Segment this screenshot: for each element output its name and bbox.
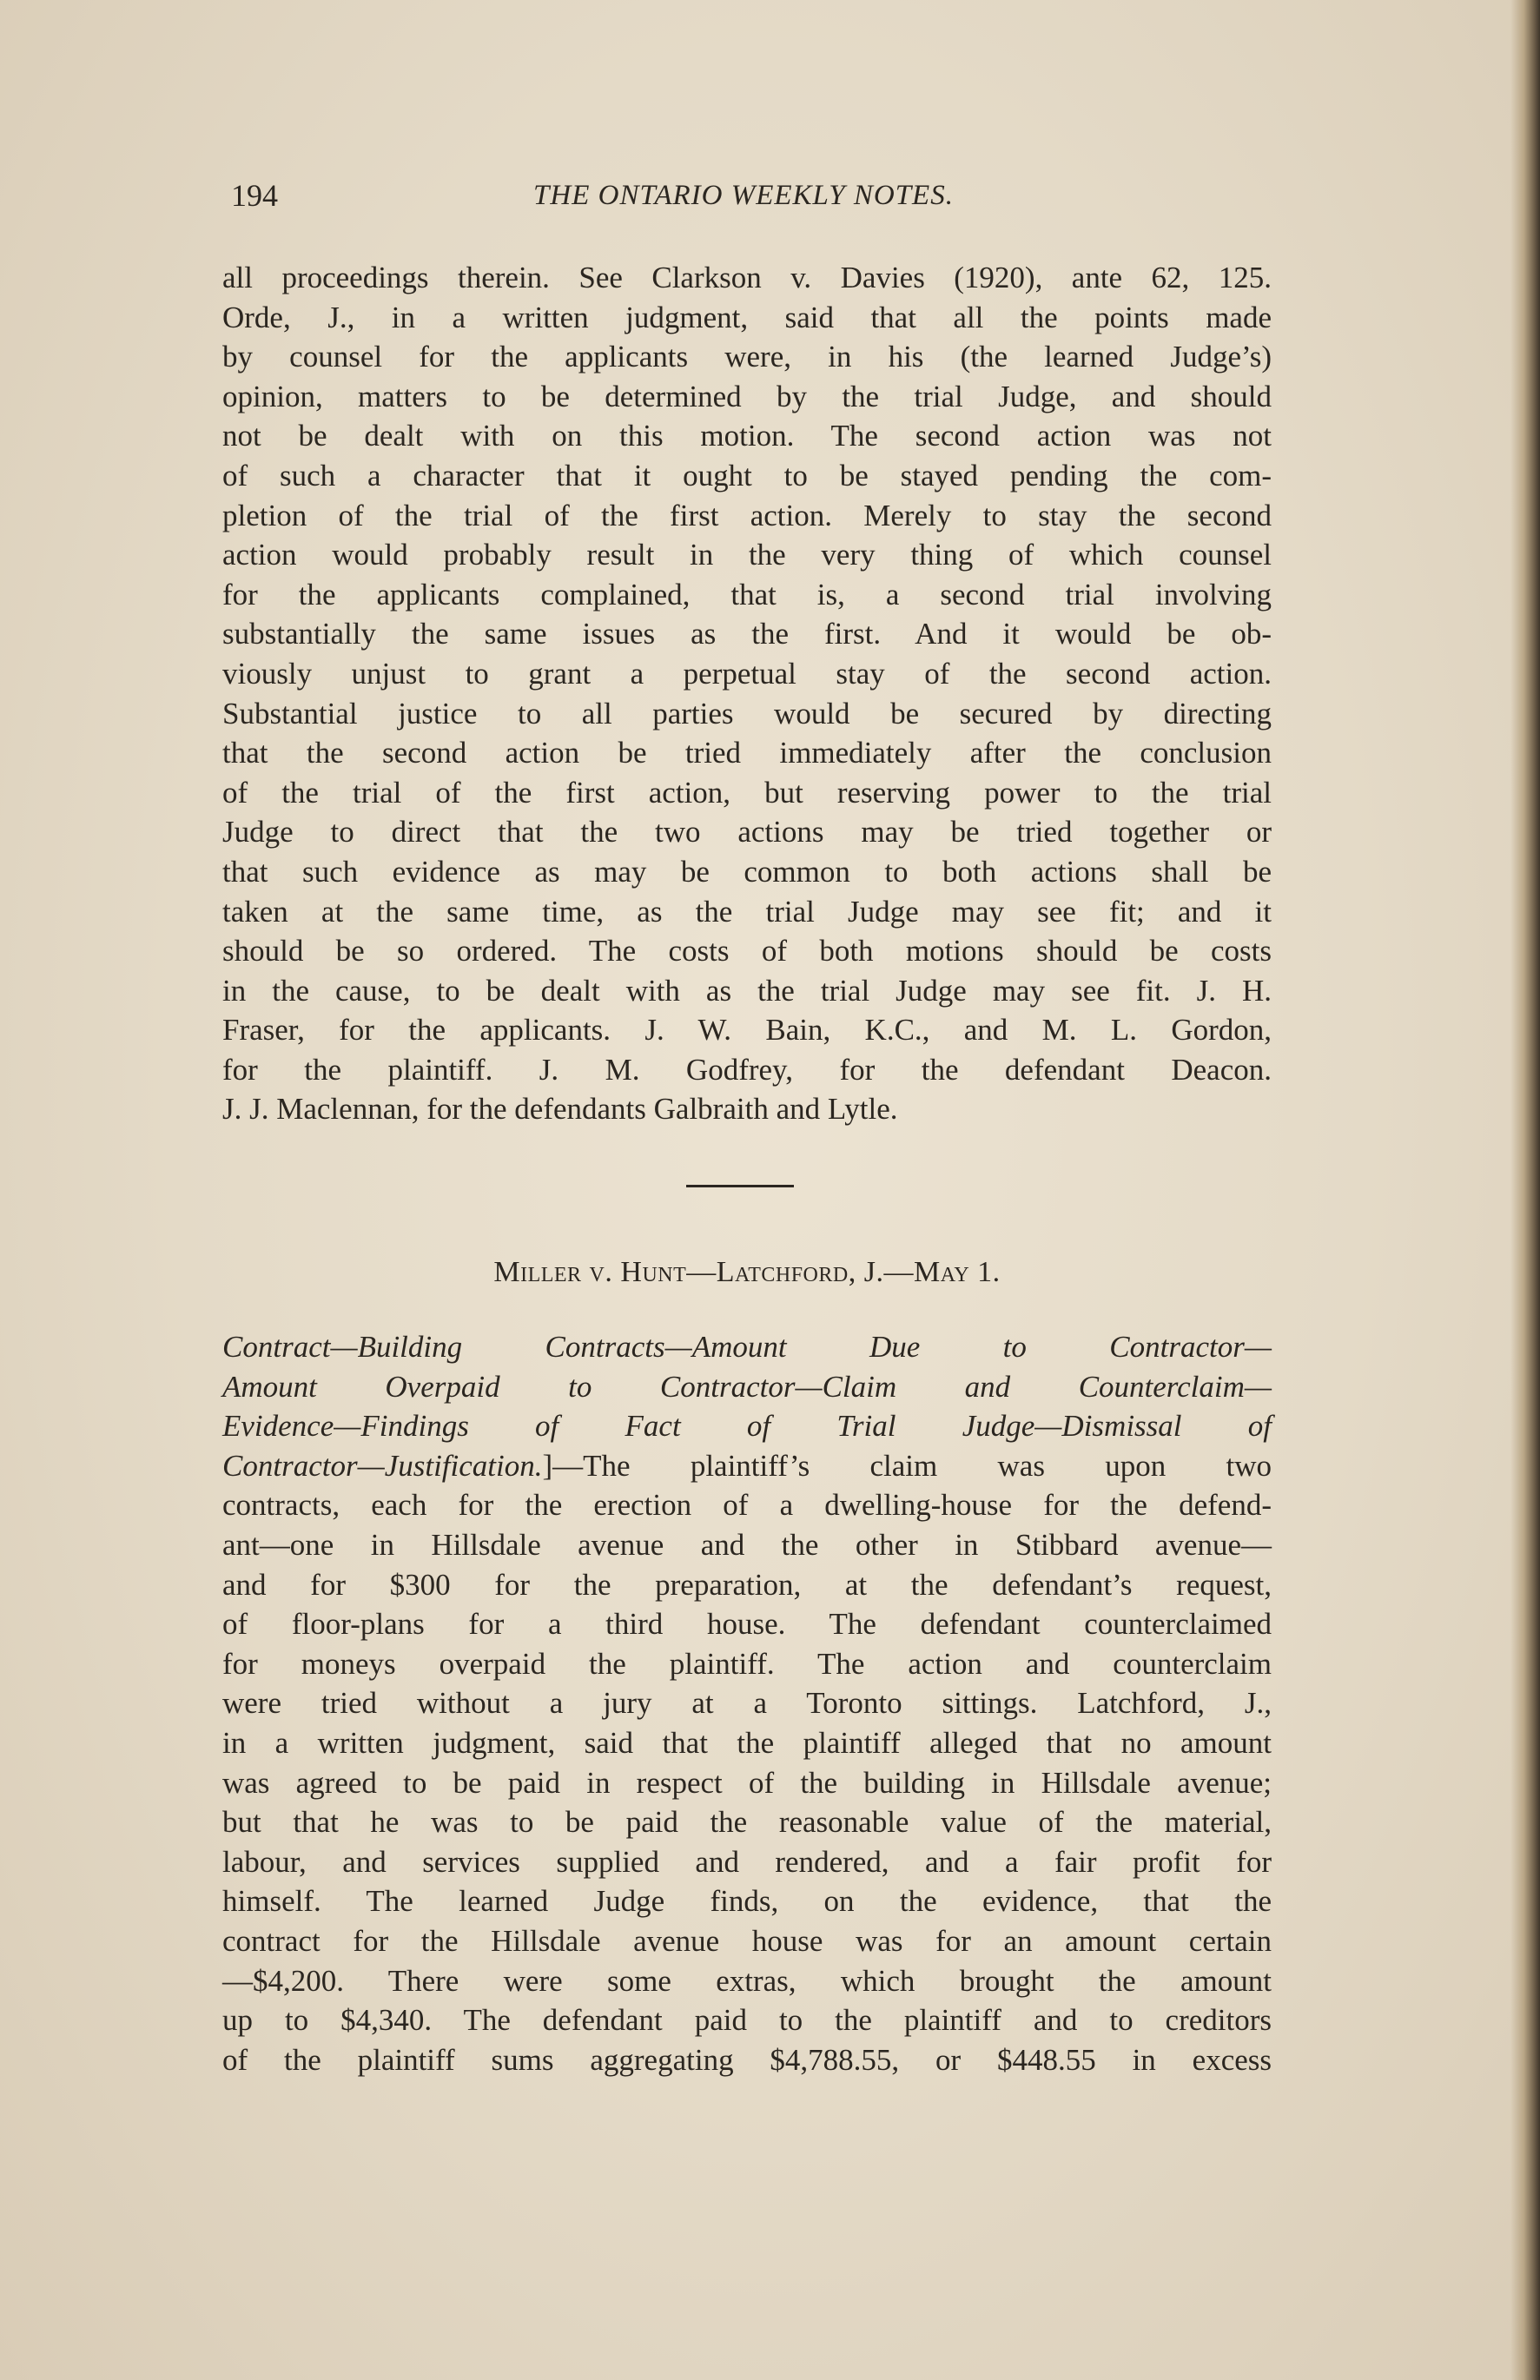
text-line: taken at the same time, as the trial Judge may see fit; and it <box>222 894 1272 929</box>
text-line: was agreed to be paid in respect of the building in Hillsdale avenue; <box>222 1765 1272 1800</box>
text-line: but that he was to be paid the reasonable value of the material, <box>222 1805 1272 1840</box>
text-line: for moneys overpaid the plaintiff. The action and counterclaim <box>222 1646 1272 1681</box>
headnote-line: Amount Overpaid to Contractor—Claim and Counterclaim— <box>222 1369 1272 1404</box>
text-line: Fraser, for the applicants. J. W. Bain, K.C., and M. L. Gordon, <box>222 1013 1272 1048</box>
text-line: that such evidence as may be common to both actions shall be <box>222 854 1272 889</box>
running-title: THE ONTARIO WEEKLY NOTES. <box>533 180 954 211</box>
headnote-end: Contractor—Justification. <box>222 1448 543 1483</box>
claim-start: ]—The plaintiff’s claim was upon two <box>542 1448 1272 1483</box>
text-line: for the applicants complained, that is, a second trial involving <box>222 577 1272 612</box>
text-line: pletion of the trial of the first action. Merely to stay the second <box>222 498 1272 532</box>
page-number: 194 <box>231 178 278 213</box>
case-heading: Miller v. Hunt—Latchford, J.—May 1. <box>493 1256 1001 1288</box>
text-line: up to $4,340. The defendant paid to the plaintiff and to creditors <box>222 2003 1272 2038</box>
text-line: labour, and services supplied and rendered, and a fair profit for <box>222 1844 1272 1879</box>
headnote-line: Contract—Building Contracts—Amount Due to Contractor— <box>222 1330 1272 1364</box>
headnote-line: Evidence—Findings of Fact of Trial Judge—Dismissal of <box>222 1409 1272 1444</box>
text-line: by counsel for the applicants were, in his (the learned Judge’s) <box>222 340 1272 374</box>
section-divider <box>686 1185 794 1187</box>
text-line: action would probably result in the very thing of which counsel <box>222 538 1272 572</box>
text-line: of such a character that it ought to be stayed pending the com- <box>222 458 1272 493</box>
paragraph-previous-case <box>222 258 1272 1129</box>
text-line: of the trial of the first action, but reserving power to the trial <box>222 775 1272 810</box>
text-line: —$4,200. There were some extras, which brought the amount <box>222 1963 1272 1998</box>
text-line: and for $300 for the preparation, at the defendant’s request, <box>222 1567 1272 1602</box>
page-header <box>231 174 1270 217</box>
text-line: of floor-plans for a third house. The defendant counterclaimed <box>222 1607 1272 1642</box>
text-line: viously unjust to grant a perpetual stay of the second action. <box>222 656 1272 691</box>
text-line: contract for the Hillsdale avenue house was for an amount certain <box>222 1923 1272 1958</box>
paragraph-miller-v-hunt <box>222 1327 1272 2079</box>
text-line: Judge to direct that the two actions may be tried together or <box>222 815 1272 850</box>
text-line: not be dealt with on this motion. The second action was not <box>222 419 1272 453</box>
headnote-end-line <box>222 1446 1272 1486</box>
text-line: in the cause, to be dealt with as the trial Judge may see fit. J. H. <box>222 973 1272 1008</box>
text-line: that the second action be tried immediately after the conclusion <box>222 736 1272 770</box>
text-line: Orde, J., in a written judgment, said that all the points made <box>222 300 1272 334</box>
binding-edge <box>1510 0 1540 2380</box>
text-line: substantially the same issues as the first. And it would be ob- <box>222 617 1272 651</box>
text-line: Substantial justice to all parties would be secured by directing <box>222 696 1272 731</box>
text-line: contracts, each for the erection of a dwelling-house for the defend- <box>222 1488 1272 1523</box>
text-line: himself. The learned Judge finds, on the evidence, that the <box>222 1884 1272 1919</box>
text-line: ant—one in Hillsdale avenue and the other in Stibbard avenue— <box>222 1527 1272 1562</box>
text-line: were tried without a jury at a Toronto sittings. Latchford, J., <box>222 1686 1272 1721</box>
text-line: for the plaintiff. J. M. Godfrey, for the defendant Deacon. <box>222 1052 1272 1087</box>
text-line: opinion, matters to be determined by the trial Judge, and should <box>222 379 1272 413</box>
text-line: in a written judgment, said that the plaintiff alleged that no amount <box>222 1725 1272 1760</box>
text-line: of the plaintiff sums aggregating $4,788.55, or $448.55 in excess <box>222 2042 1272 2077</box>
text-line: all proceedings therein. See Clarkson v. Davies (1920), ante 62, 125. <box>222 261 1272 294</box>
text-line: J. J. Maclennan, for the defendants Galbraith and Lytle. <box>222 1092 898 1127</box>
text-line: should be so ordered. The costs of both motions should be costs <box>222 934 1272 969</box>
